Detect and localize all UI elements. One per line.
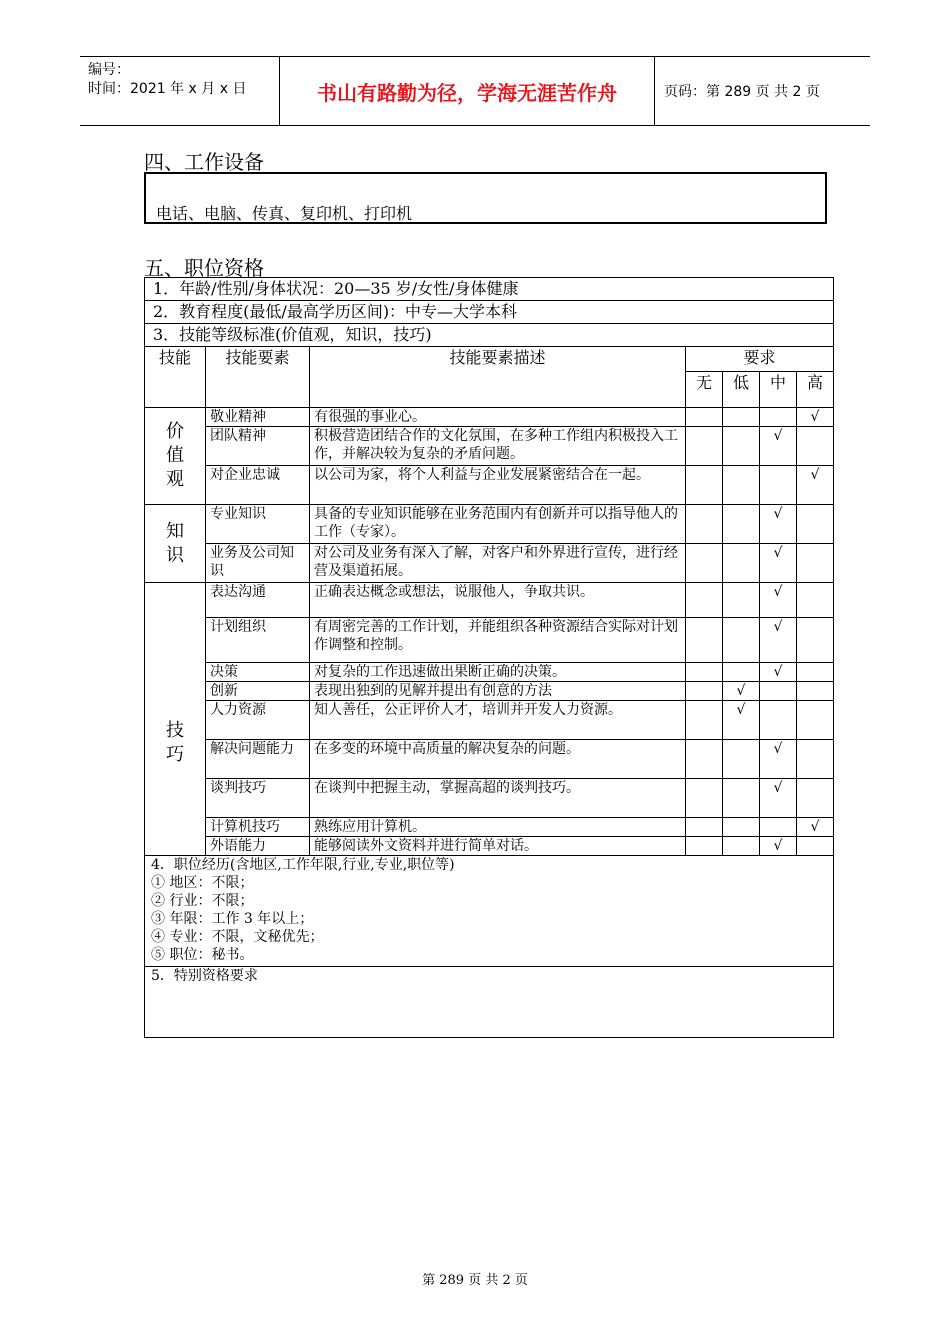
- level-mid-cell: [760, 837, 797, 856]
- skill-row: [145, 544, 834, 583]
- skill-element: 对企业忠诚: [206, 466, 310, 505]
- level-none-cell: [686, 837, 723, 856]
- level-mid-cell: [760, 408, 797, 427]
- experience-item: ④ 专业：不限，文秘优先；: [151, 929, 324, 945]
- level-low-cell: [723, 408, 760, 427]
- header-mid: 中: [760, 372, 797, 408]
- level-high-cell: [797, 427, 834, 466]
- level-mid-cell: [760, 663, 797, 682]
- skill-row: [145, 740, 834, 779]
- level-none-cell: [686, 663, 723, 682]
- level-high-cell: [797, 740, 834, 779]
- skill-row: [145, 701, 834, 740]
- skill-row: [145, 663, 834, 682]
- level-mid-cell: [760, 544, 797, 583]
- check-mark-icon: √: [773, 545, 783, 561]
- category-knowledge: 知 识: [145, 505, 206, 583]
- category-values: 价 值 观: [145, 408, 206, 505]
- level-high-cell: [797, 779, 834, 818]
- skill-element: 专业知识: [206, 505, 310, 544]
- skill-element: 业务及公司知识: [206, 544, 310, 583]
- level-high-cell: [797, 466, 834, 505]
- check-mark-icon: √: [773, 428, 783, 444]
- skill-row: [145, 618, 834, 663]
- special-cell: [145, 967, 834, 1038]
- level-none-cell: [686, 682, 723, 701]
- header-requirement: 要求: [686, 347, 834, 372]
- level-none-cell: [686, 408, 723, 427]
- category-skills: [145, 583, 206, 856]
- level-low-cell: [723, 427, 760, 466]
- check-mark-icon: √: [736, 702, 746, 718]
- skill-element: 人力资源: [206, 701, 310, 740]
- level-low-cell: [723, 740, 760, 779]
- level-high-cell: [797, 505, 834, 544]
- level-mid-cell: [760, 740, 797, 779]
- experience-item: ② 行业：不限；: [151, 893, 254, 909]
- skill-row: [145, 837, 834, 856]
- header-high: 高: [797, 372, 834, 408]
- skill-row: [145, 427, 834, 466]
- header-element: 技能要素: [206, 347, 310, 408]
- skill-description: 有很强的事业心。: [310, 408, 686, 427]
- header-low: 低: [723, 372, 760, 408]
- skill-element: 决策: [206, 663, 310, 682]
- header-motto: 书山有路勤为径，学海无涯苦作舟: [280, 57, 655, 125]
- experience-cell: [145, 856, 834, 967]
- level-high-cell: [797, 663, 834, 682]
- skill-description: 熟练应用计算机。: [310, 818, 686, 837]
- skill-element: 敬业精神: [206, 408, 310, 427]
- skill-description: 有周密完善的工作计划，并能组织各种资源结合实际对计划作调整和控制。: [310, 618, 686, 663]
- skill-element: 计算机技巧: [206, 818, 310, 837]
- level-mid-cell: [760, 779, 797, 818]
- category-skills-bottom: 巧: [166, 744, 184, 765]
- skill-description: 知人善任，公正评价人才，培训并开发人力资源。: [310, 701, 686, 740]
- level-none-cell: [686, 701, 723, 740]
- skill-element: 谈判技巧: [206, 779, 310, 818]
- level-high-cell: [797, 544, 834, 583]
- skill-row: [145, 505, 834, 544]
- level-mid-cell: [760, 427, 797, 466]
- skill-element: 外语能力: [206, 837, 310, 856]
- level-high-cell: [797, 408, 834, 427]
- qual-row-skill-standard: 3．技能等级标准(价值观，知识，技巧): [145, 324, 834, 347]
- level-none-cell: [686, 583, 723, 618]
- page-footer: 第 289 页 共 2 页: [422, 1273, 528, 1288]
- number-label: 编号：: [88, 62, 130, 78]
- header-meta: [80, 57, 280, 125]
- level-mid-cell: [760, 505, 797, 544]
- level-low-cell: [723, 779, 760, 818]
- level-high-cell: [797, 701, 834, 740]
- header-page-label: 页码：第 289 页 共 2 页: [664, 84, 820, 100]
- level-high-cell: [797, 837, 834, 856]
- category-skills-top: 技: [166, 720, 184, 741]
- special-title: 5．特别资格要求: [151, 968, 258, 984]
- skill-description: 以公司为家，将个人利益与企业发展紧密结合在一起。: [310, 466, 686, 505]
- skill-element: 团队精神: [206, 427, 310, 466]
- skill-element: 创新: [206, 682, 310, 701]
- skill-element: 表达沟通: [206, 583, 310, 618]
- skill-element: 解决问题能力: [206, 740, 310, 779]
- level-none-cell: [686, 466, 723, 505]
- skill-description: 在多变的环境中高质量的解决复杂的问题。: [310, 740, 686, 779]
- level-high-cell: [797, 682, 834, 701]
- skill-description: 对复杂的工作迅速做出果断正确的决策。: [310, 663, 686, 682]
- skill-description: 表现出独到的见解并提出有创意的方法: [310, 682, 686, 701]
- check-mark-icon: √: [773, 741, 783, 757]
- level-none-cell: [686, 505, 723, 544]
- skill-row: [145, 779, 834, 818]
- skill-row: [145, 466, 834, 505]
- check-mark-icon: √: [773, 506, 783, 522]
- level-none-cell: [686, 427, 723, 466]
- check-mark-icon: √: [810, 467, 820, 483]
- level-mid-cell: [760, 466, 797, 505]
- qual-row-age: 1．年龄/性别/身体状况：20—35 岁/女性/身体健康: [145, 278, 834, 301]
- skill-description: 积极营造团结合作的文化氛围，在多种工作组内积极投入工作，并解决较为复杂的矛盾问题。: [310, 427, 686, 466]
- check-mark-icon: √: [773, 838, 783, 854]
- experience-item: ① 地区：不限；: [151, 875, 254, 891]
- level-none-cell: [686, 618, 723, 663]
- level-low-cell: [723, 701, 760, 740]
- header-description: 技能要素描述: [310, 347, 686, 408]
- check-mark-icon: √: [810, 409, 820, 425]
- level-low-cell: [723, 682, 760, 701]
- level-mid-cell: [760, 583, 797, 618]
- skill-description: 具备的专业知识能够在业务范围内有创新并可以指导他人的工作（专家）。: [310, 505, 686, 544]
- experience-item: ⑤ 职位：秘书。: [151, 947, 254, 963]
- qual-row-education: 2．教育程度(最低/最高学历区间)：中专—大学本科: [145, 301, 834, 324]
- time-label: 时间：2021 年 x 月 x 日: [88, 81, 247, 97]
- header-none: 无: [686, 372, 723, 408]
- level-none-cell: [686, 818, 723, 837]
- level-high-cell: [797, 583, 834, 618]
- experience-item: ③ 年限：工作 3 年以上；: [151, 911, 314, 927]
- check-mark-icon: √: [773, 664, 783, 680]
- qualification-title: 五、职位资格: [144, 256, 264, 280]
- header-skill: 技能: [145, 347, 206, 408]
- level-none-cell: [686, 779, 723, 818]
- skill-row: [145, 818, 834, 837]
- skill-row: [145, 682, 834, 701]
- skill-description: 正确表达概念或想法，说服他人，争取共识。: [310, 583, 686, 618]
- equipment-box: [144, 172, 827, 224]
- level-mid-cell: [760, 701, 797, 740]
- level-low-cell: [723, 583, 760, 618]
- level-low-cell: [723, 618, 760, 663]
- check-mark-icon: √: [773, 619, 783, 635]
- level-none-cell: [686, 544, 723, 583]
- document-header: [80, 56, 870, 126]
- equipment-title: 四、工作设备: [144, 150, 264, 174]
- check-mark-icon: √: [773, 584, 783, 600]
- check-mark-icon: √: [810, 819, 820, 835]
- level-low-cell: [723, 837, 760, 856]
- skill-description: 对公司及业务有深入了解，对客户和外界进行宣传，进行经营及渠道拓展。: [310, 544, 686, 583]
- skill-row: [145, 583, 834, 618]
- level-mid-cell: [760, 682, 797, 701]
- level-high-cell: [797, 618, 834, 663]
- level-mid-cell: [760, 618, 797, 663]
- level-mid-cell: [760, 818, 797, 837]
- level-high-cell: [797, 818, 834, 837]
- level-low-cell: [723, 544, 760, 583]
- skill-row: [145, 408, 834, 427]
- level-low-cell: [723, 663, 760, 682]
- check-mark-icon: √: [736, 683, 746, 699]
- check-mark-icon: √: [773, 780, 783, 796]
- equipment-text: 电话、电脑、传真、复印机、打印机: [156, 204, 413, 223]
- level-low-cell: [723, 818, 760, 837]
- experience-title: 4．职位经历(含地区,工作年限,行业,专业,职位等): [151, 857, 455, 873]
- level-none-cell: [686, 740, 723, 779]
- qualification-table: [144, 277, 834, 1038]
- level-low-cell: [723, 466, 760, 505]
- skill-description: 在谈判中把握主动，掌握高超的谈判技巧。: [310, 779, 686, 818]
- skill-description: 能够阅读外文资料并进行简单对话。: [310, 837, 686, 856]
- skill-element: 计划组织: [206, 618, 310, 663]
- level-low-cell: [723, 505, 760, 544]
